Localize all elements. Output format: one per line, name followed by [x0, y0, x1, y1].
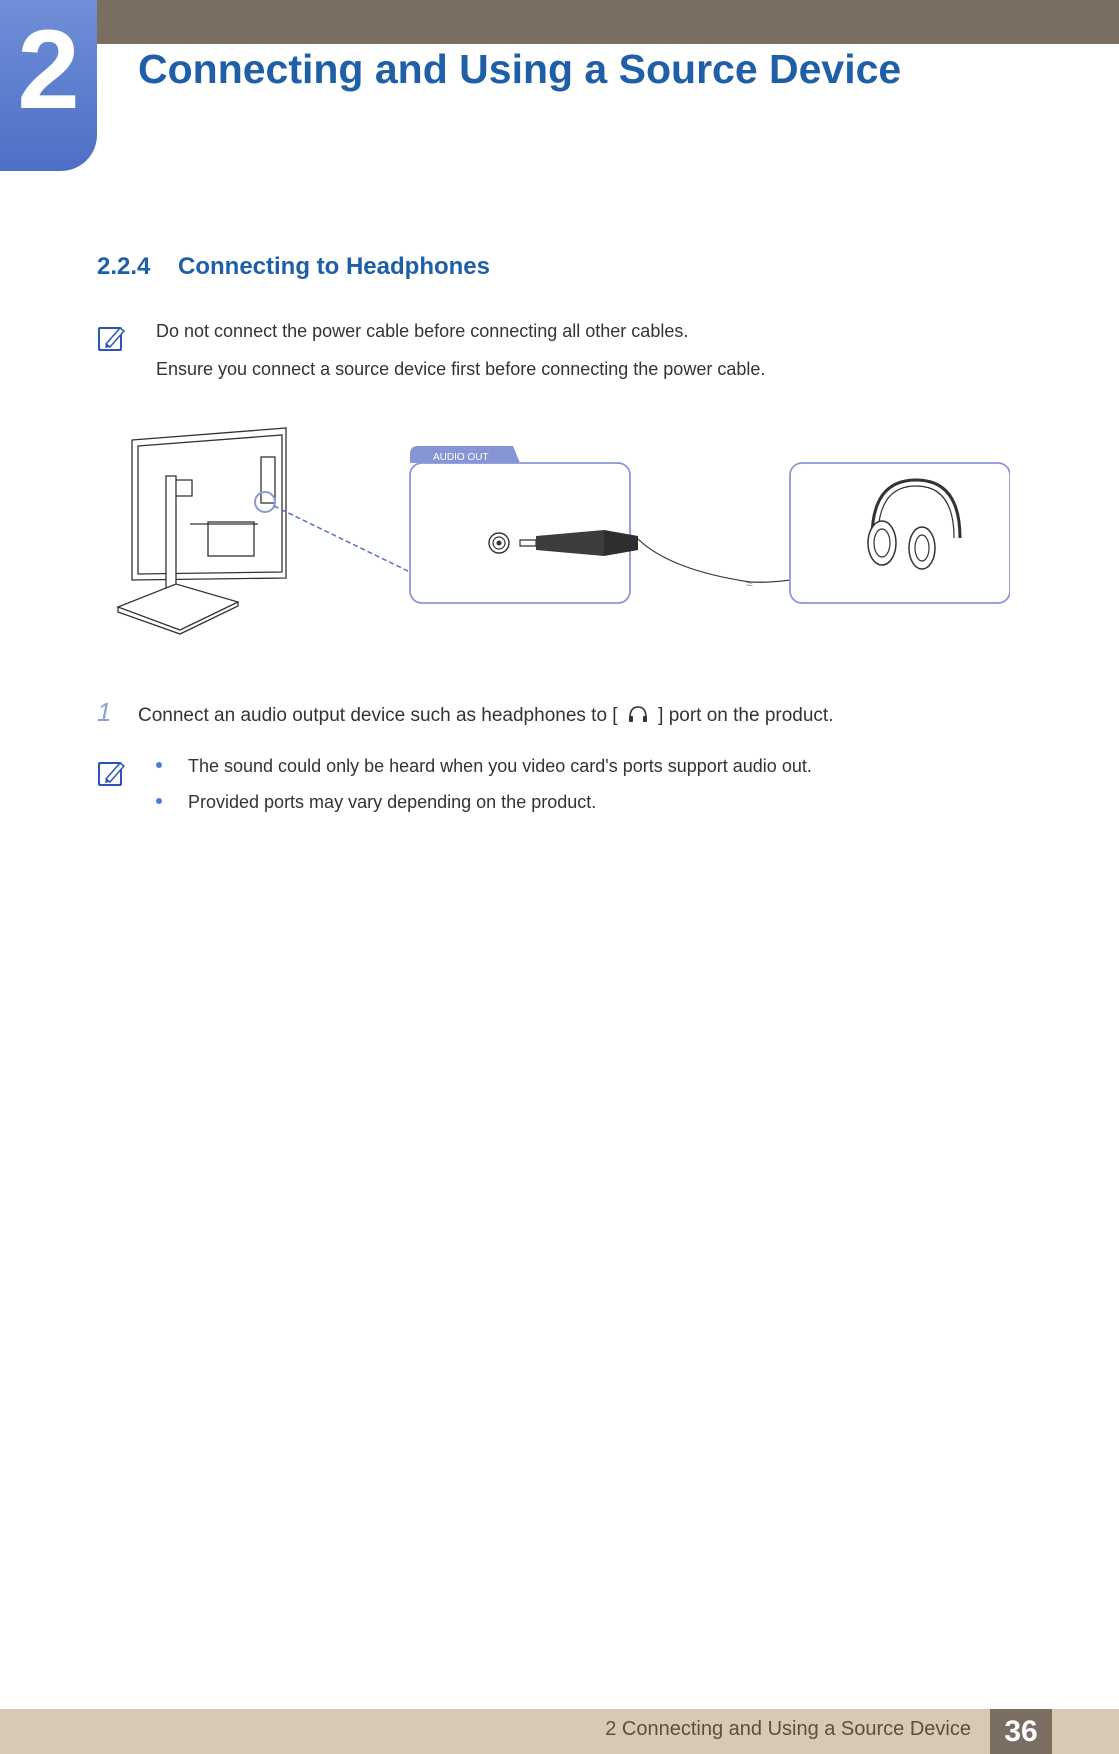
section-title: Connecting to Headphones	[178, 253, 490, 280]
step-text-after: ] port on the product.	[658, 705, 834, 726]
step-number: 1	[97, 697, 112, 727]
note-pencil-icon	[97, 322, 127, 352]
chapter-number-tab: 2	[0, 0, 97, 171]
bullet-text: The sound could only be heard when you video card's ports support audio out.	[188, 756, 812, 776]
bullet-text: Provided ports may vary depending on the product.	[188, 792, 597, 812]
monitor-illustration	[118, 428, 286, 634]
section-number: 2.2.4	[97, 253, 151, 280]
callout-line	[274, 506, 410, 572]
section-heading	[97, 253, 490, 281]
svg-text:≈: ≈	[746, 577, 753, 591]
connection-diagram	[110, 420, 1010, 640]
header-band	[0, 0, 1119, 44]
page-number: 36	[990, 1709, 1052, 1754]
bullet-dot	[156, 762, 162, 768]
step-text	[138, 704, 833, 727]
headphones-icon	[627, 704, 649, 724]
note-line: Ensure you connect a source device first before connecting the power cable.	[156, 359, 766, 379]
chapter-title: Connecting and Using a Source Device	[138, 46, 902, 92]
note-pencil-icon	[97, 757, 127, 787]
bullet-dot	[156, 798, 162, 804]
audio-out-label: AUDIO OUT	[433, 452, 489, 463]
step-text-before: Connect an audio output device such as headphones to [	[138, 705, 618, 726]
note-line: Do not connect the power cable before connecting all other cables.	[156, 321, 689, 341]
list-item	[156, 792, 596, 813]
list-item	[156, 756, 812, 777]
headphones-panel	[790, 463, 1010, 603]
footer-chapter-title: 2 Connecting and Using a Source Device	[605, 1718, 971, 1740]
